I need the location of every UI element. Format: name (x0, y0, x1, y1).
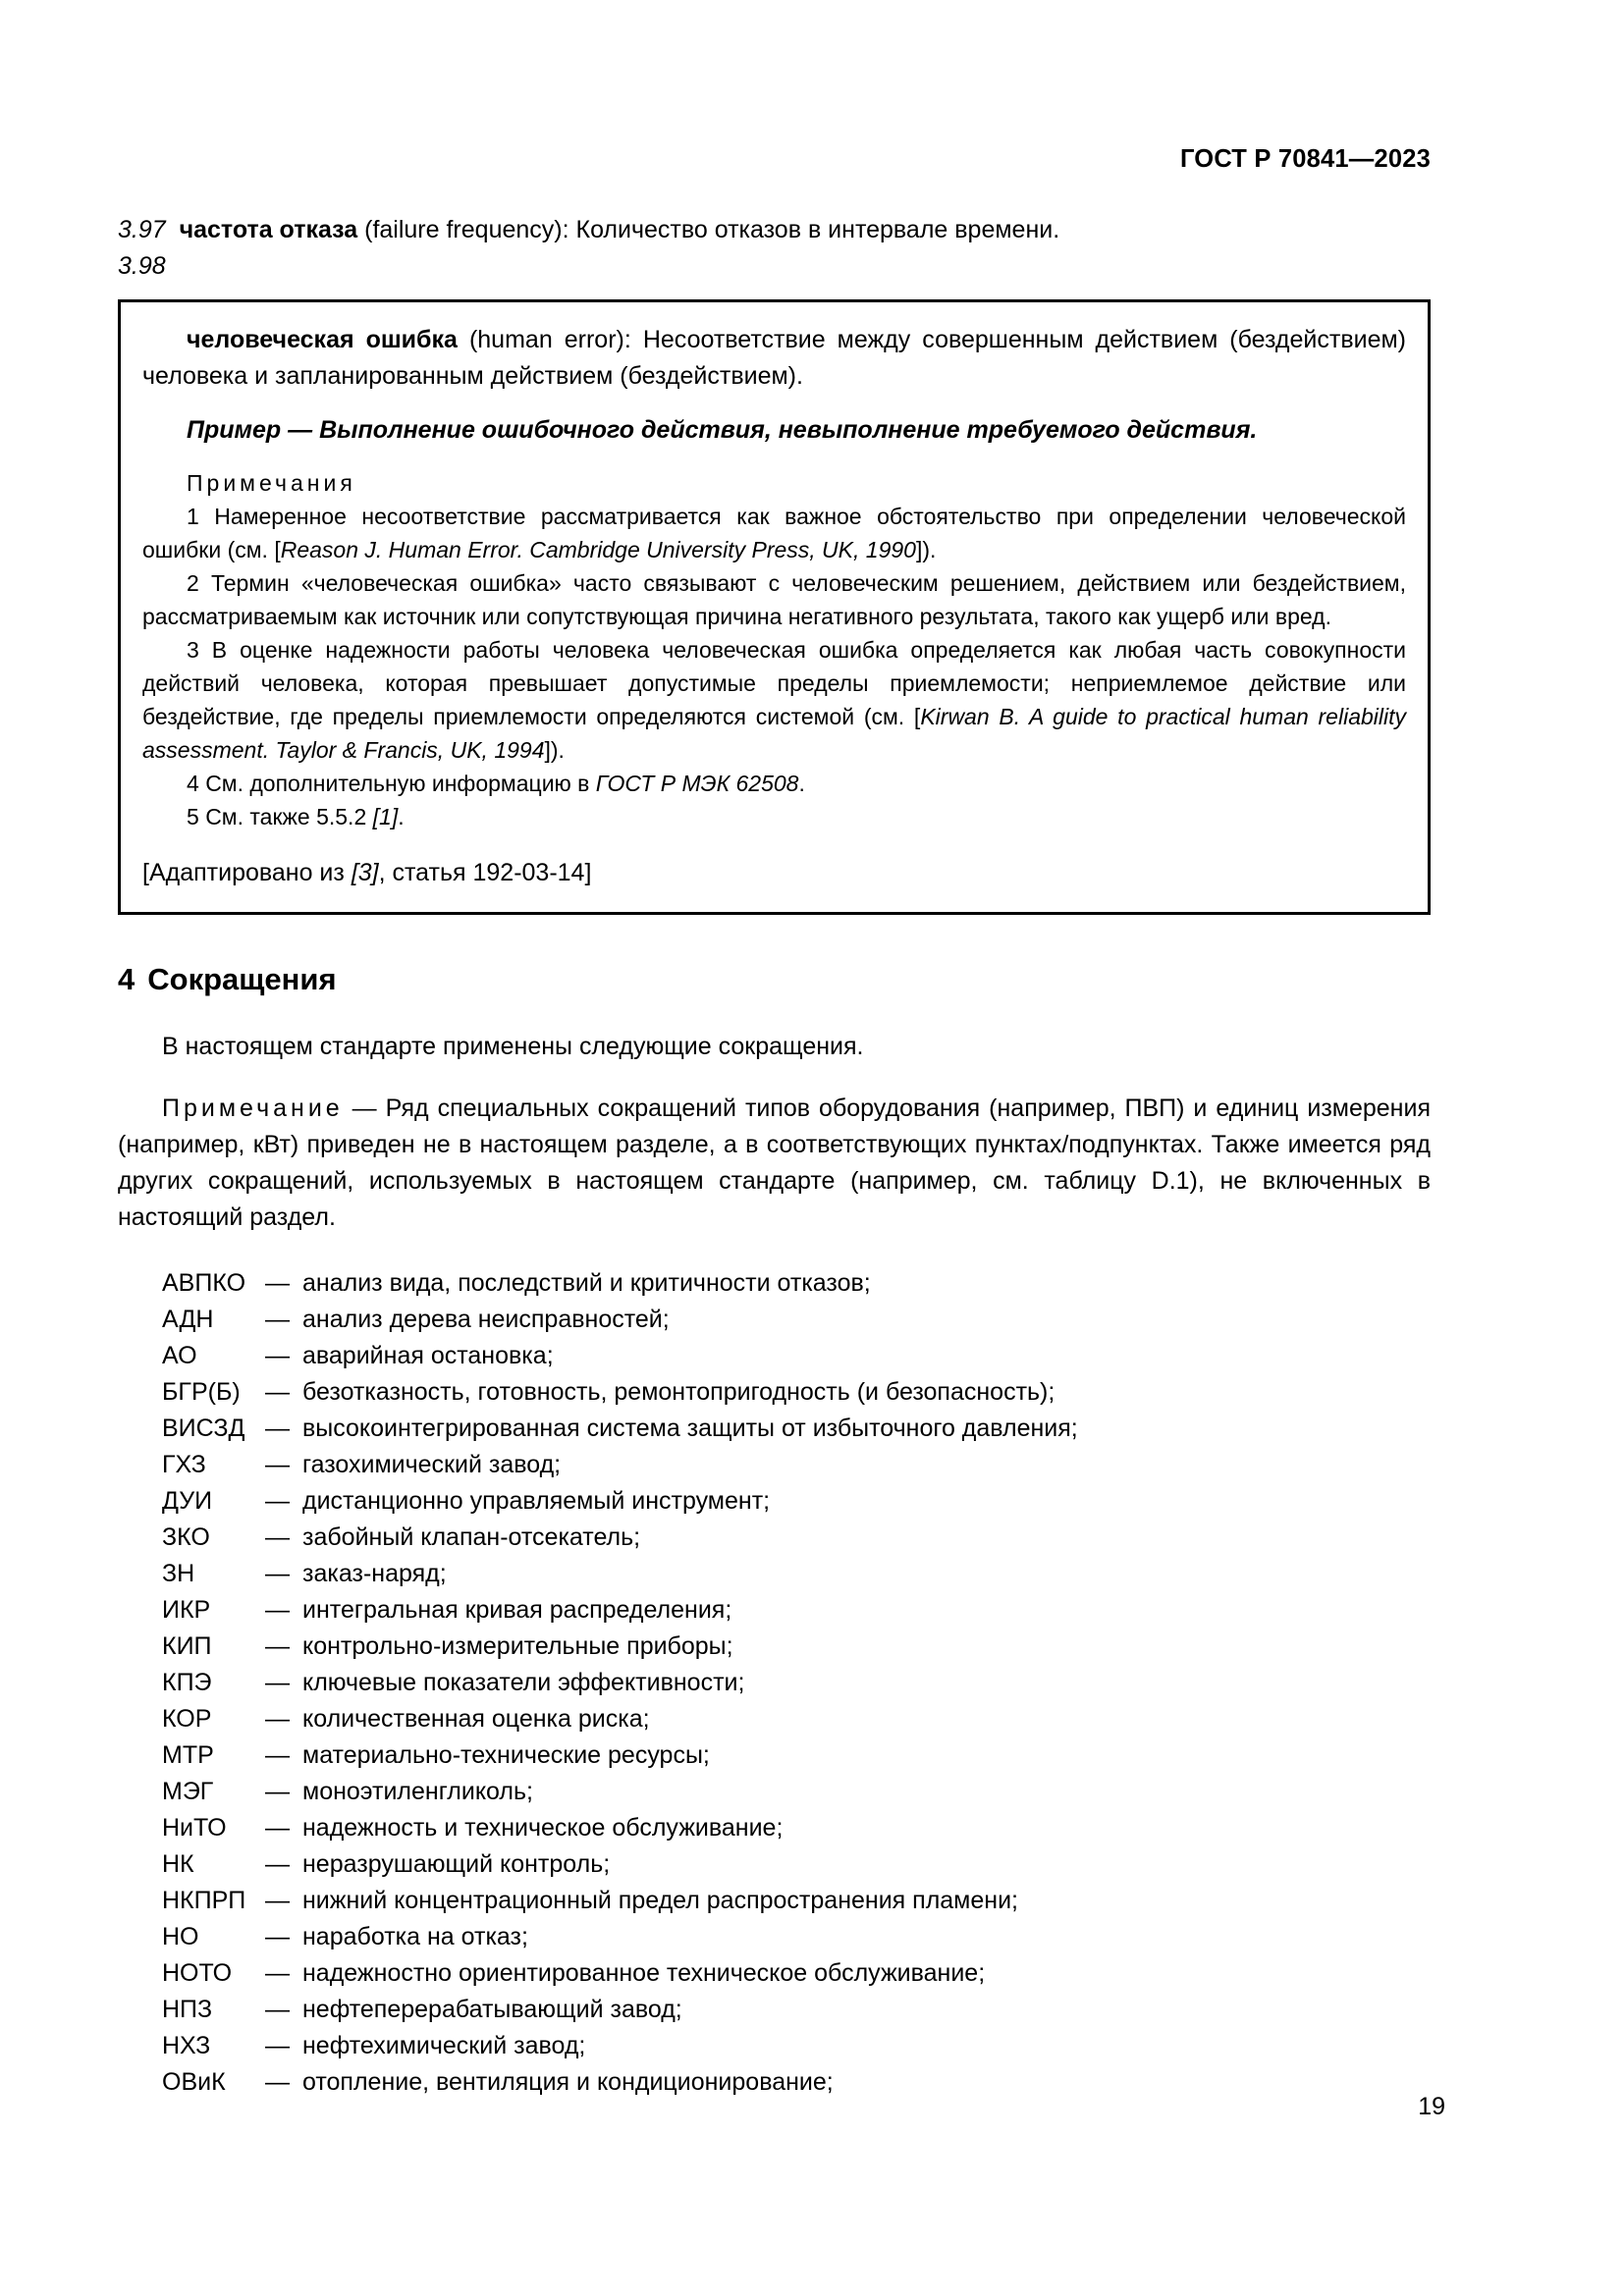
abbreviation-key: НОТО (162, 1959, 233, 1987)
note-text-before: В оценке надежности работы человека человеческая ошибка определяется как любая часть совокупности действий человека, которая превышает допустимые пределы приемлемости; неприемлемое действие или бездействие, где пределы приемлемости определяются системой (см. [ (142, 637, 1407, 729)
note-item (142, 633, 1406, 767)
abbreviation-dash: — (265, 1669, 290, 1696)
abbreviation-value: неразрушающий контроль; (302, 1850, 611, 1878)
abbreviation-row (118, 1302, 1431, 1338)
abbreviation-dash: — (265, 1269, 290, 1297)
term-english-397: (failure frequency): (364, 216, 569, 243)
abbreviation-value: нефтеперерабатывающий завод; (302, 1996, 682, 2023)
abbreviation-row (118, 2028, 1431, 2064)
abbreviation-dash: — (265, 2032, 290, 2059)
abbreviation-key: БГР(Б) (162, 1378, 241, 1406)
abbreviation-key: НХЗ (162, 2032, 211, 2059)
abbreviation-dash: — (265, 1814, 290, 1842)
abbreviation-row (118, 1338, 1431, 1374)
abbreviation-value: количественная оценка риска; (302, 1705, 650, 1733)
abbreviation-value: заказ-наряд; (302, 1560, 447, 1587)
note-number: 1 (187, 504, 199, 529)
abbreviation-value: нефтехимический завод; (302, 2032, 586, 2059)
abbreviation-dash: — (265, 1923, 290, 1950)
abbreviation-value: забойный клапан-отсекатель; (302, 1523, 641, 1551)
abbreviation-key: АДН (162, 1306, 214, 1333)
abbreviation-key: МТР (162, 1741, 214, 1769)
abbreviation-dash: — (265, 1487, 290, 1515)
abbreviation-row (118, 1919, 1431, 1955)
abbreviation-dash: — (265, 1741, 290, 1769)
abbreviation-dash: — (265, 1887, 290, 1914)
abbreviation-row (118, 1374, 1431, 1411)
term-entry-398 (118, 248, 1431, 285)
section-note-text: — Ряд специальных сокращений типов оборудования (например, ПВП) и единиц измерения (например, кВт) приведен не в настоящем разделе, а в соответствующих пунктах/подпунктах. Также имеется ряд других сокращений, используемых в настоящем стандарте (например, см. таблицу D.1), не включенных в настоящий раздел. (118, 1095, 1431, 1231)
abbreviation-key: ВИСЗД (162, 1415, 245, 1442)
abbreviation-row (118, 1265, 1431, 1302)
abbreviation-dash: — (265, 1996, 290, 2023)
definition-example: Пример — Выполнение ошибочного действия, невыполнение требуемого действия. (187, 416, 1258, 444)
abbreviation-dash: — (265, 1523, 290, 1551)
notes-title-text: Примечания (187, 470, 356, 496)
abbreviation-dash: — (265, 2068, 290, 2096)
abbreviation-key: ЗКО (162, 1523, 210, 1551)
abbreviation-row (118, 1737, 1431, 1774)
abbreviation-key: ГХЗ (162, 1451, 206, 1478)
abbreviation-value: безотказность, готовность, ремонтопригодность (и безопасность); (302, 1378, 1056, 1406)
note-number: 4 (187, 771, 199, 796)
adapted-from (142, 855, 1406, 890)
note-text-before: Термин «человеческая ошибка» часто связывают с человеческим решением, действием или бездействием, рассматриваемым как источник или сопутствующая причина негативного результата, такого как ущерб или вред. (142, 570, 1407, 629)
term-number-398: 3.98 (118, 252, 166, 280)
note-text-before: См. дополнительную информацию в (205, 771, 596, 796)
abbreviation-dash: — (265, 1850, 290, 1878)
note-text-after: ]). (544, 737, 565, 763)
abbreviation-dash: — (265, 1378, 290, 1406)
note-item (142, 800, 1406, 833)
term-name-397: частота отказа (179, 216, 358, 243)
abbreviation-dash: — (265, 1632, 290, 1660)
abbreviation-key: МЭГ (162, 1778, 214, 1805)
section-note-label: Примечание (162, 1095, 344, 1122)
abbreviation-value: ключевые показатели эффективности; (302, 1669, 745, 1696)
abbreviation-row (118, 1701, 1431, 1737)
abbreviation-row (118, 1846, 1431, 1883)
note-item (142, 500, 1406, 566)
abbreviation-key: АО (162, 1342, 197, 1369)
note-text-after: . (398, 804, 405, 829)
definition-term-text: Несоответствие между совершенным действием (бездействием) человека и запланированным действием (бездействием). (142, 326, 1406, 390)
adapted-reference: [3] (351, 859, 379, 886)
abbreviation-key: НПЗ (162, 1996, 213, 2023)
abbreviation-dash: — (265, 1560, 290, 1587)
note-text-before: См. также 5.5.2 (205, 804, 373, 829)
abbreviation-value: дистанционно управляемый инструмент; (302, 1487, 771, 1515)
note-item (142, 767, 1406, 800)
term-definition-397: Количество отказов в интервале времени. (575, 216, 1060, 243)
note-number: 2 (187, 570, 199, 596)
abbreviation-row (118, 1483, 1431, 1520)
abbreviation-key: КИП (162, 1632, 212, 1660)
note-item (142, 566, 1406, 633)
abbreviation-value: моноэтиленгликоль; (302, 1778, 533, 1805)
abbreviation-dash: — (265, 1415, 290, 1442)
abbreviation-value: газохимический завод; (302, 1451, 562, 1478)
section-heading-4 (118, 960, 1431, 999)
definition-term-english: (human error): (468, 326, 631, 353)
note-text-italic: [1] (372, 804, 399, 829)
section-title: Сокращения (147, 962, 337, 996)
abbreviation-row (118, 1665, 1431, 1701)
abbreviation-dash: — (265, 1596, 290, 1624)
note-number: 5 (187, 804, 199, 829)
page-content (118, 212, 1431, 2101)
note-text-before: Намеренное несоответствие рассматривается как важное обстоятельство при определении человеческой ошибки (см. [ (142, 504, 1406, 562)
abbreviation-key: НКПРП (162, 1887, 246, 1914)
note-text-italic: Reason J. Human Error. Cambridge University Press, UK, 1990 (280, 537, 916, 562)
notes-title (142, 466, 1406, 500)
note-number: 3 (187, 637, 199, 663)
abbreviation-row (118, 1592, 1431, 1629)
section-note-paragraph (118, 1091, 1431, 1236)
abbreviation-key: ИКР (162, 1596, 211, 1624)
abbreviation-row (118, 1629, 1431, 1665)
abbreviation-dash: — (265, 1306, 290, 1333)
abbreviation-value: контрольно-измерительные приборы; (302, 1632, 733, 1660)
adapted-before: [Адаптировано из (142, 859, 352, 886)
definition-term-name: человеческая ошибка (187, 326, 458, 353)
note-text-italic: ГОСТ Р МЭК 62508 (595, 771, 799, 796)
abbreviation-key: НО (162, 1923, 199, 1950)
abbreviation-dash: — (265, 1778, 290, 1805)
section-number: 4 (118, 962, 135, 996)
abbreviation-row (118, 2064, 1431, 2101)
abbreviation-key: ДУИ (162, 1487, 213, 1515)
abbreviation-row (118, 1520, 1431, 1556)
abbreviation-row (118, 1992, 1431, 2028)
definition-main (142, 322, 1406, 395)
abbreviation-value: анализ вида, последствий и критичности отказов; (302, 1269, 871, 1297)
abbreviation-key: АВПКО (162, 1269, 246, 1297)
note-text-after: ]). (915, 537, 937, 562)
adapted-after: , статья 192-03-14] (378, 859, 592, 886)
abbreviation-key: НиТО (162, 1814, 227, 1842)
abbreviation-row (118, 1810, 1431, 1846)
abbreviation-value: интегральная кривая распределения; (302, 1596, 732, 1624)
abbreviation-value: наработка на отказ; (302, 1923, 528, 1950)
abbreviation-value: отопление, вентиляция и кондиционирование; (302, 2068, 834, 2096)
definition-box (118, 299, 1431, 915)
term-number-397: 3.97 (118, 216, 166, 243)
abbreviation-value: надежность и техническое обслуживание; (302, 1814, 784, 1842)
abbreviation-dash: — (265, 1959, 290, 1987)
section-intro-paragraph: В настоящем стандарте применены следующие сокращения. (162, 1033, 864, 1060)
abbreviation-row (118, 1955, 1431, 1992)
page-number: 19 (1418, 2093, 1445, 2120)
abbreviation-dash: — (265, 1705, 290, 1733)
running-header: ГОСТ Р 70841—2023 (1179, 145, 1431, 173)
abbreviation-value: высокоинтегрированная система защиты от избыточного давления; (302, 1415, 1078, 1442)
abbreviation-value: материально-технические ресурсы; (302, 1741, 710, 1769)
note-text-after: . (798, 771, 805, 796)
abbreviation-value: нижний концентрационный предел распространения пламени; (302, 1887, 1018, 1914)
abbreviation-row (118, 1556, 1431, 1592)
abbreviation-row (118, 1447, 1431, 1483)
abbreviation-row (118, 1774, 1431, 1810)
abbreviation-value: аварийная остановка; (302, 1342, 554, 1369)
abbreviation-key: КПЭ (162, 1669, 212, 1696)
abbreviation-key: КОР (162, 1705, 212, 1733)
abbreviation-row (118, 1883, 1431, 1919)
abbreviation-key: ОВиК (162, 2068, 226, 2096)
abbreviation-value: надежностно ориентированное техническое обслуживание; (302, 1959, 986, 1987)
abbreviation-value: анализ дерева неисправностей; (302, 1306, 670, 1333)
abbreviation-key: ЗН (162, 1560, 195, 1587)
term-entry-397 (118, 212, 1431, 248)
note-text-italic: Kirwan B. A guide to practical human reliability assessment. Taylor & Francis, UK, 1994 (142, 704, 1406, 763)
abbreviation-list (118, 1265, 1431, 2101)
abbreviation-dash: — (265, 1342, 290, 1369)
abbreviation-key: НК (162, 1850, 194, 1878)
abbreviation-dash: — (265, 1451, 290, 1478)
abbreviation-row (118, 1411, 1431, 1447)
